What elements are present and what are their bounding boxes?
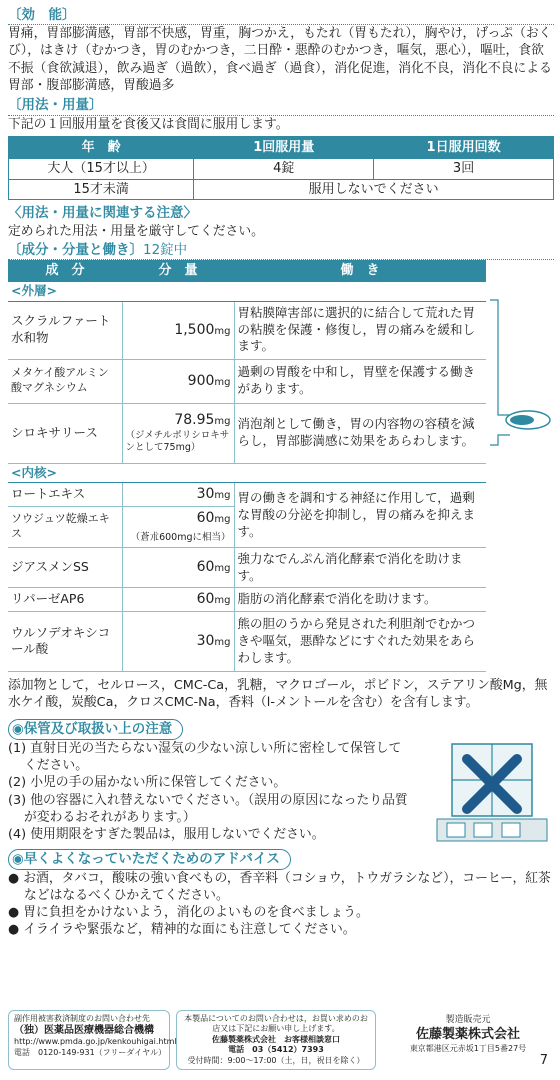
dosage-row — [9, 159, 554, 180]
ingredient-amount: 30 — [196, 486, 215, 503]
ingredient-effect: 脂肪の消化酵素で消化を助けます。 — [234, 588, 486, 612]
storage-section — [8, 719, 554, 843]
ingredients-header-amount: 分 量 — [122, 260, 234, 282]
ingredients-header-effect: 働 き — [234, 260, 486, 282]
ingredients-layout — [8, 260, 554, 672]
dosage-times: 3回 — [374, 159, 554, 180]
usage-notes-section — [8, 204, 554, 239]
usage-notes-text: 定められた用法・用量を厳守してください。 — [8, 223, 264, 239]
efficacy-text: 胃痛，胃部膨満感，胃部不快感，胃重，胸つかえ，もたれ（胃もたれ），胸やけ，げっぷ（おくび），はきけ（むかつき，胃のむかつき，二日酔・悪酔のむかつき，嘔気，悪心），嘔吐，食欲不振（食欲減退），飲み過ぎ（過飲），食べ過ぎ（過食），消化促進，消化不良，消化不良による胃部・腹部膨満感，胃酸過多 — [8, 26, 552, 94]
ingredient-amount: 60 — [196, 510, 215, 527]
storage-item: (3) 他の容器に入れ替えないでください。（誤用の原因になったり品質が変わるおそれがあります。） — [8, 792, 408, 825]
ingredient-amount: 60 — [196, 591, 215, 608]
inner-core-row — [8, 463, 486, 483]
ingredient-amount: 1,500 — [174, 321, 215, 338]
leaflet-page — [8, 0, 554, 1068]
ingredient-note: （ジメチルポリシロキサンとして75mg） — [125, 429, 230, 454]
relief-tel: 電話 0120-149-931（フリーダイヤル） — [14, 1047, 167, 1057]
tablet-diagram — [488, 260, 552, 600]
ingredient-row — [8, 588, 486, 612]
ingredient-note: （蒼朮600mgに相当） — [130, 532, 231, 544]
ingredient-effect: 強力なでんぷん消化酵素で消化を助けます。 — [234, 548, 486, 588]
inner-bracket — [490, 435, 510, 445]
dosage-amount: 4錠 — [194, 159, 374, 180]
dosage-header-age: 年 齢 — [9, 136, 194, 159]
contact-tel: 電話 03（5412）7393 — [228, 1045, 324, 1055]
relief-box — [8, 1010, 177, 1070]
ingredient-amount: 60 — [196, 559, 215, 576]
contact-company: 佐藤製薬株式会社 お客様相談窓口 — [212, 1034, 340, 1044]
advice-section — [8, 849, 554, 938]
dosage-table — [8, 136, 554, 201]
efficacy-heading: 〔効 能〕 — [8, 6, 554, 25]
relief-org: （独）医薬品医療機器総合機構 — [14, 1025, 154, 1037]
ingredient-name: ソウジュツ乾燥エキス — [8, 507, 122, 548]
ingredient-amount-cell — [122, 403, 234, 463]
ingredients-section — [8, 241, 554, 712]
ingredient-name: ロートエキス — [8, 483, 122, 507]
page-number: 7 — [539, 1053, 548, 1068]
usage-text: 下記の１回服用量を食後又は食間に服用します。 — [8, 116, 289, 132]
advice-item: ● イライラや緊張など，精神的な面にも注意してください。 — [8, 922, 356, 938]
storage-heading: ◉保管及び取扱い上の注意 — [8, 719, 183, 739]
dosage-header-row — [9, 136, 554, 159]
ingredient-row — [8, 483, 486, 507]
ingredient-amount-cell — [122, 301, 234, 359]
usage-heading: 〔用法・用量〕 — [8, 96, 554, 115]
contact-hours: 受付時間：9:00～17:00（土，日，祝日を除く） — [187, 1055, 365, 1065]
amount-unit: mg — [214, 514, 231, 526]
ingredient-row — [8, 548, 486, 588]
ingredient-effect: 胃粘膜障害部に選択的に結合して荒れた胃の粘膜を保護・修復し，胃の痛みを緩和します。 — [234, 301, 486, 359]
advice-item: ● お酒，タバコ，酸味の強い食べもの，香辛料（コショウ，トウガラシなど），コーヒー，紅茶などはなるべくひかえてください。 — [8, 870, 551, 903]
dosage-age: 大人（15才以上） — [9, 159, 194, 180]
maker-label: 製造販売元 — [445, 1015, 491, 1025]
ingredients-heading: 〔成分・分量と働き〕 — [8, 241, 143, 258]
footer — [8, 1010, 554, 1070]
relief-url: http://www.pmda.go.jp/kenkouhigai.html — [14, 1037, 177, 1047]
contact-box — [176, 1010, 376, 1070]
efficacy-section — [8, 6, 554, 94]
ingredient-amount-cell — [122, 611, 234, 671]
ingredients-table — [8, 260, 486, 672]
ingredient-name: メタケイ酸アルミン酸マグネシウム — [8, 359, 122, 403]
ingredient-row — [8, 611, 486, 671]
amount-unit: mg — [214, 376, 231, 388]
relief-title: 副作用被害救済制度のお問い合わせ先 — [14, 1014, 150, 1023]
ingredient-row — [8, 301, 486, 359]
ingredient-name: ジアスメンSS — [8, 548, 122, 588]
outer-layer-row — [8, 282, 486, 301]
storage-illustration — [432, 739, 552, 849]
dosage-age: 15才未満 — [9, 179, 194, 200]
maker-name: 佐藤製薬株式会社 — [415, 1027, 520, 1043]
storage-item: (2) 小児の手の届かない所に保管してください。 — [8, 775, 287, 791]
ingredient-effect: 胃の働きを調和する神経に作用して，過剰な胃酸の分泌を抑制し，胃の痛みを抑えます。 — [234, 483, 486, 548]
advice-item: ● 胃に負担をかけないよう，消化のよいものを食べましょう。 — [8, 905, 369, 921]
amount-unit: mg — [214, 325, 231, 337]
inner-core-label: <内核> — [8, 463, 486, 483]
dosage-header-dose: 1回服用量 — [194, 136, 374, 159]
dosage-header-times: 1日服用回数 — [374, 136, 554, 159]
additives-text: 添加物として，セルロース，CMC-Ca，乳糖，マクロゴール，ポビドン，ステアリン酸Mg，無水ケイ酸，炭酸Ca，クロスCMC-Na，香料（l-メントールを含む）を含有します。 — [8, 677, 548, 711]
tablet-core-icon — [510, 415, 534, 425]
ingredient-amount-cell — [122, 588, 234, 612]
maker-address: 東京都港区元赤坂1丁目5番27号 — [409, 1043, 527, 1053]
ingredients-header-name: 成 分 — [8, 260, 122, 282]
amount-unit: mg — [214, 595, 231, 607]
ingredient-amount-cell — [122, 548, 234, 588]
storage-item: (1) 直射日光の当たらない湿気の少ない涼しい所に密栓して保管してください。 — [8, 740, 402, 773]
ingredient-row — [8, 403, 486, 463]
ingredient-effect: 過剰の胃酸を中和し，胃壁を保護する働きがあります。 — [234, 359, 486, 403]
ingredient-name: リパーゼAP6 — [8, 588, 122, 612]
advice-heading: ◉早くよくなっていただくためのアドバイス — [8, 849, 291, 869]
ingredient-name: スクラルファート水和物 — [8, 301, 122, 359]
usage-notes-heading: 〈用法・用量に関連する注意〉 — [8, 205, 197, 222]
ingredients-header-row — [8, 260, 486, 282]
ingredient-amount-cell — [122, 483, 234, 507]
ingredient-amount: 78.95 — [174, 411, 215, 428]
ingredient-name: シロキサリース — [8, 403, 122, 463]
ingredient-amount: 30 — [196, 633, 215, 649]
amount-unit: mg — [214, 563, 231, 575]
ingredients-heading-sub: 12錠中 — [143, 241, 188, 258]
dosage-row — [9, 179, 554, 200]
ingredient-amount-cell — [122, 359, 234, 403]
maker-box — [382, 1010, 554, 1070]
contact-intro: 本製品についてのお問い合わせは，お買い求めのお店又は下記にお願い申し上げます。 — [184, 1014, 368, 1034]
ingredient-row — [8, 359, 486, 403]
amount-unit: mg — [214, 637, 231, 648]
storage-list — [8, 740, 408, 844]
outer-bracket — [490, 300, 510, 415]
dosage-merged-note: 服用しないでください — [194, 179, 554, 200]
ingredient-name: ウルソデオキシコール酸 — [8, 611, 122, 671]
ingredient-amount: 900 — [187, 372, 215, 389]
amount-unit: mg — [214, 490, 231, 502]
outer-layer-label: <外層> — [8, 282, 486, 301]
amount-unit: mg — [214, 415, 231, 427]
storage-item: (4) 使用期限をすぎた製品は，服用しないでください。 — [8, 827, 325, 843]
ingredient-amount-cell — [122, 507, 234, 548]
ingredients-heading-line — [8, 241, 554, 260]
usage-section — [8, 96, 554, 200]
ingredient-effect: 熊の胆のうから発見された利胆剤でむかつきや嘔気，悪酔などにすぐれた効果をあらわします。 — [234, 611, 486, 671]
ingredient-effect: 消泡剤として働き，胃の内容物の容積を減らし，胃部膨満感に効果をあらわします。 — [234, 403, 486, 463]
